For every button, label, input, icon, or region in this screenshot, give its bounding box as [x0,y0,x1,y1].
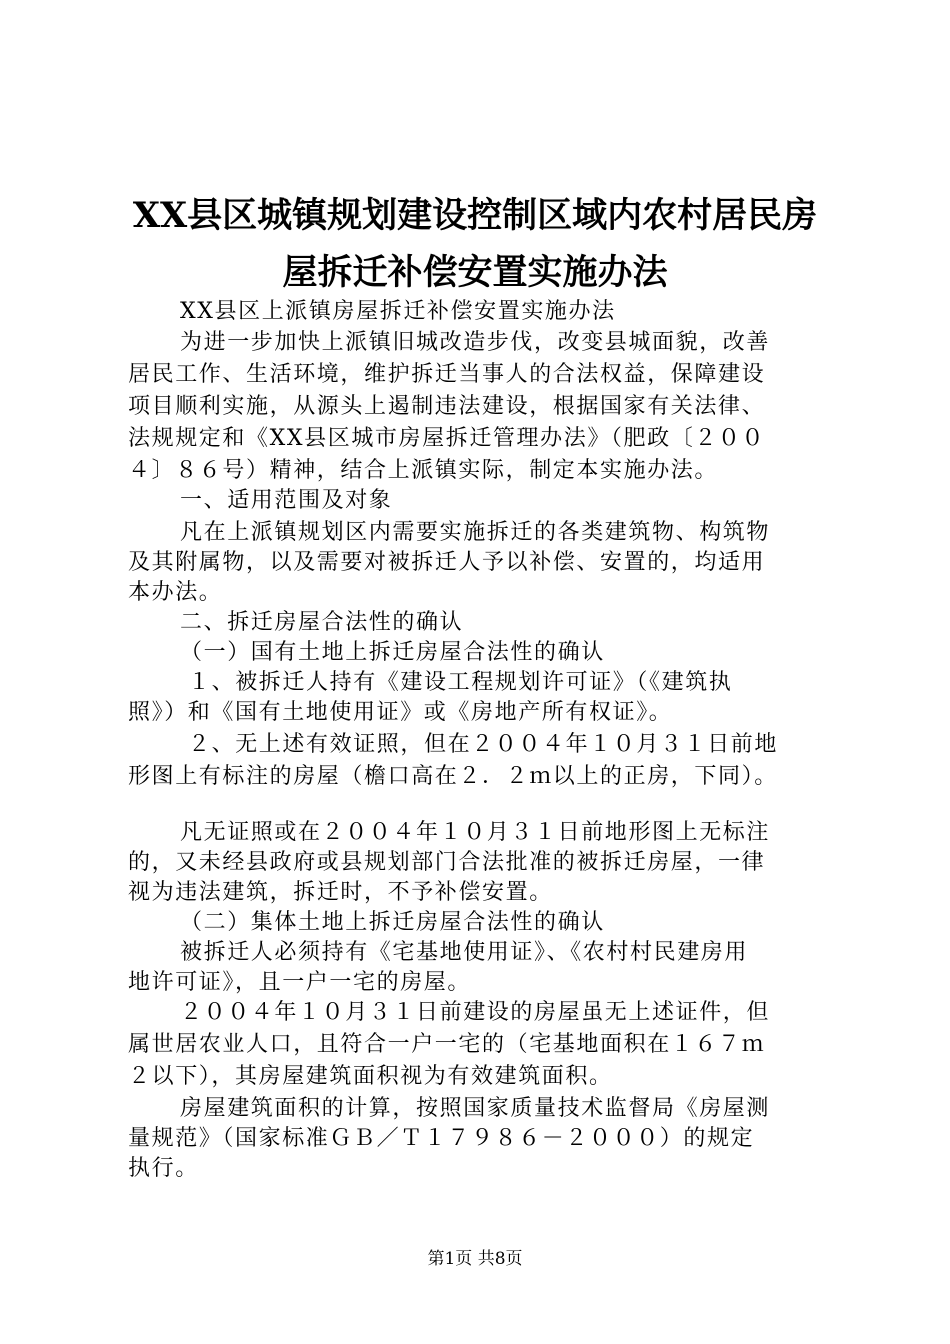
body-line: 被拆迁人必须持有《宅基地使用证》、《农村村民建房用 [180,940,749,965]
body-line: 地许可证》，且一户一宅的房屋。 [128,970,472,995]
body-line: ２、无上述有效证照，但在２００４年１０月３１日前地 [188,732,779,757]
body-line: 法规规定和《XX县区城市房屋拆迁管理办法》（肥政〔２００ [128,426,766,451]
body-line: 量规范》（国家标准ＧＢ／Ｔ１７９８６－２０００）的规定 [128,1126,755,1151]
body-line: 视为违法建筑，拆迁时，不予补偿安置。 [128,880,553,905]
body-line: 本办法。 [128,580,223,605]
body-line: 属世居农业人口，且符合一户一宅的（宅基地面积在１６７ｍ [128,1032,766,1057]
body-line: 居民工作、生活环境，维护拆迁当事人的合法权益，保障建设 [128,362,766,387]
body-line: 项目顺利实施，从源头上遏制违法建设，根据国家有关法律、 [128,394,766,419]
body-line: ２００４年１０月３１日前建设的房屋虽无上述证件，但 [180,1000,771,1025]
body-line: 及其附属物，以及需要对被拆迁人予以补偿、安置的，均适用 [128,550,766,575]
body-line: 形图上有标注的房屋（檐口高在２．２ｍ以上的正房，下同）。 [128,764,778,789]
subsection-heading: （一）国有土地上拆迁房屋合法性的确认 [180,640,605,665]
body-line: ４〕８６号）精神，结合上派镇实际，制定本实施办法。 [128,458,719,483]
body-line: １、被拆迁人持有《建设工程规划许可证》（《建筑执 [188,670,733,695]
body-line: 房屋建筑面积的计算，按照国家质量技术监督局《房屋测 [180,1096,771,1121]
document-title-line1: XX县区城镇规划建设控制区域内农村居民房 [132,195,818,236]
body-line: 照》）和《国有土地使用证》或《房地产所有权证》。 [128,700,673,725]
body-line: 凡无证照或在２００４年１０月３１日前地形图上无标注 [180,820,771,845]
body-line: ２以下），其房屋建筑面积视为有效建筑面积。 [128,1064,613,1089]
section-heading: 二、拆迁房屋合法性的确认 [180,610,464,635]
body-line: 为进一步加快上派镇旧城改造步伐，改变县城面貌，改善 [180,330,771,355]
section-heading: 一、适用范围及对象 [180,488,393,513]
body-line: 凡在上派镇规划区内需要实施拆迁的各类建筑物、构筑物 [180,520,771,545]
document-title-line2: 屋拆迁补偿安置实施办法 [282,252,668,293]
subsection-heading: （二）集体土地上拆迁房屋合法性的确认 [180,910,605,935]
body-line: 的，又未经县政府或县规划部门合法批准的被拆迁房屋，一律 [128,850,766,875]
subtitle-line: XX县区上派镇房屋拆迁补偿安置实施办法 [180,299,616,324]
body-line: 执行。 [128,1156,199,1181]
page-footer: 第1页 共8页 [427,1249,523,1269]
